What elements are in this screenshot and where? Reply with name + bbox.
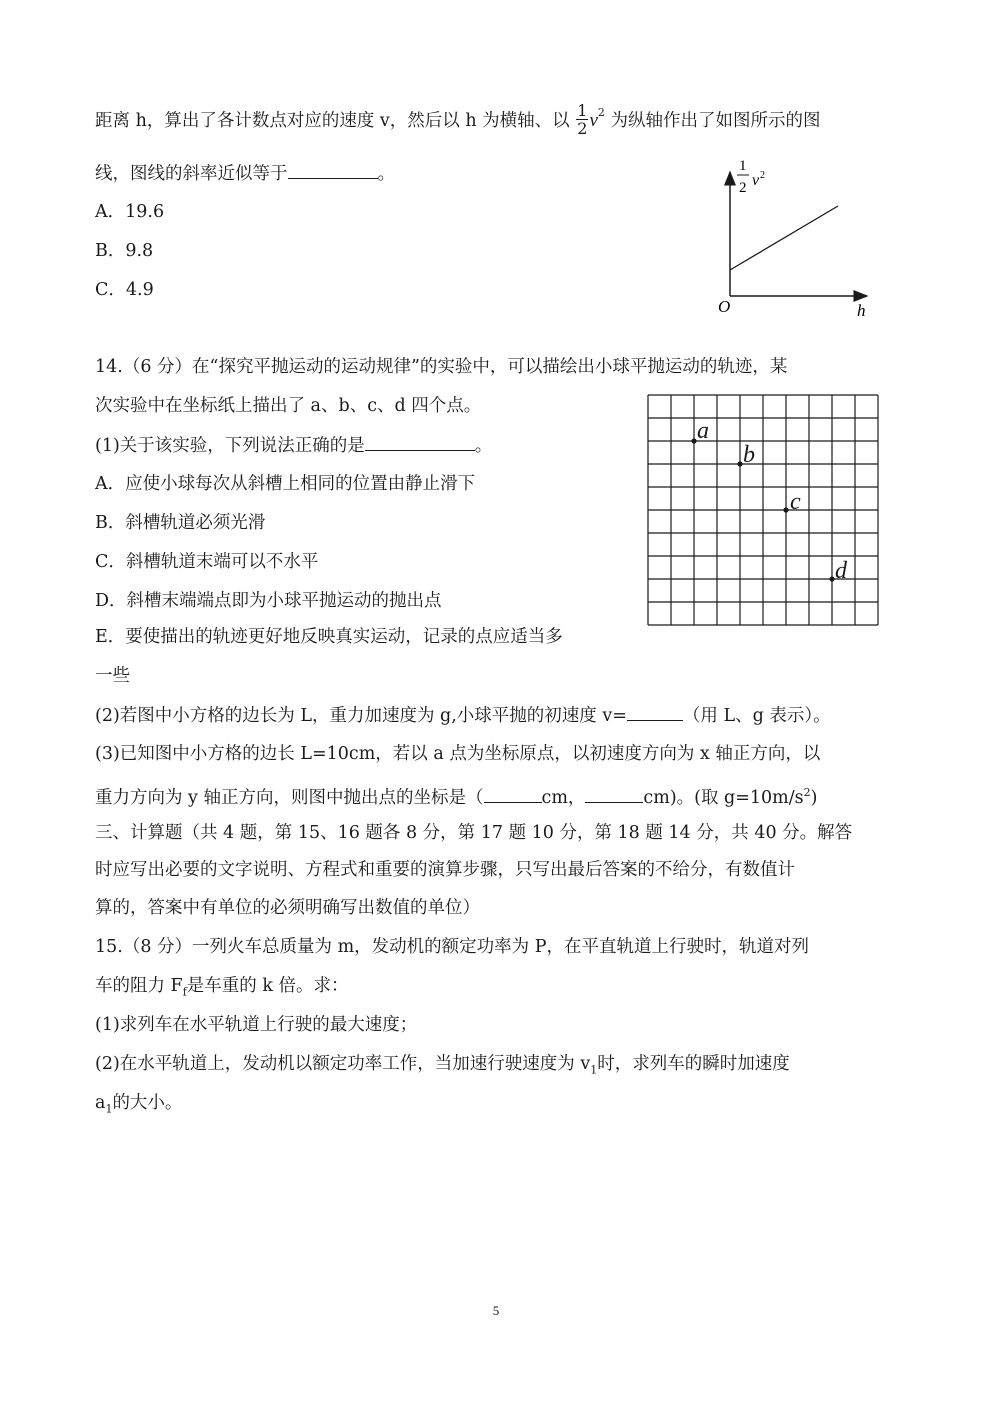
q15-line1: 15.（8 分）一列火车总质量为 m，发动机的额定功率为 P，在平直轨道上行驶时，轨道对列	[95, 937, 810, 957]
q14-option-c: C．斜槽轨道末端可以不水平	[95, 552, 319, 572]
answer-blank[interactable]	[365, 434, 475, 451]
page-number: 5	[492, 1303, 500, 1318]
section3-line1: 三、计算题（共 4 题，第 15、16 题各 8 分，第 17 题 10 分，第 18 题 14 分，共 40 分。解答	[95, 823, 853, 843]
point-a	[691, 438, 696, 443]
grid-lines	[648, 395, 878, 625]
y-sq: 2	[760, 170, 765, 181]
q14-part3-line1: (3)已知图中小方格的边长 L=10cm，若以 a 点为坐标原点，以初速度方向为 x 轴正方向，以	[95, 744, 821, 764]
q14-part2: (2)若图中小方格的边长为 L，重力加速度为 g,小球平抛的初速度 v= （用 L、g 表示）。	[95, 706, 831, 726]
q14-part3-line2: 重力方向为 y 轴正方向，则图中抛出点的坐标是（ cm， cm)。(取 $g=10m/s^2$)	[95, 786, 818, 808]
half-fraction: $\frac{1}{2}$	[577, 101, 588, 138]
label-c: c	[790, 489, 801, 515]
point-c	[783, 507, 788, 512]
q14-option-a: A．应使小球每次从斜槽上相同的位置由静止滑下	[95, 474, 476, 494]
point-d	[829, 576, 834, 581]
data-line	[730, 206, 838, 270]
q15-line2: 车的阻力 $F_f$是车重的 k 倍。求：	[95, 976, 349, 999]
q15-part1: (1)求列车在水平轨道上行驶的最大速度；	[95, 1015, 418, 1035]
point-b	[737, 461, 742, 466]
q14-option-e: E．要使描出的轨迹更好地反映真实运动，记录的点应适当多	[95, 627, 563, 647]
q14-line2: 次实验中在坐标纸上描出了 a、b、c、d 四个点。	[95, 396, 482, 416]
label-b: b	[743, 442, 755, 468]
y-frac-num: 1	[739, 158, 747, 174]
section3-line3: 算的，答案中有单位的必须明确写出数值的单位）	[95, 898, 480, 918]
label-d: d	[835, 558, 847, 584]
answer-blank[interactable]	[288, 162, 378, 179]
q14-option-e-cont: 一些	[95, 666, 130, 686]
x-label: h	[857, 301, 866, 320]
y-var: v	[752, 172, 760, 189]
q15-part2-line2: $a_1$的大小。	[95, 1093, 183, 1116]
q13-option-a: A．19.6	[95, 202, 165, 222]
answer-blank[interactable]	[627, 704, 683, 721]
origin-label: O	[718, 297, 731, 316]
q13-option-b: B．9.8	[95, 241, 154, 261]
q14-line1: 14.（6 分）在“探究平抛运动的运动规律”的实验中，可以描绘出小球平抛运动的轨迹，某	[95, 357, 788, 377]
q13-line1: 距离 h，算出了各计数点对应的速度 v，然后以 h 为横轴、以 $\frac{1}{2}$ $v^2$ 为纵轴作出了如图所示的图	[95, 101, 821, 138]
label-a: a	[697, 418, 709, 444]
q14-option-d: D．斜槽末端端点即为小球平抛运动的抛出点	[95, 591, 442, 611]
answer-blank-x[interactable]	[484, 786, 542, 803]
q13-option-c: C．4.9	[95, 280, 154, 300]
q14-part1: (1)关于该实验，下列说法正确的是 。	[95, 436, 493, 456]
section3-line2: 时应写出必要的文字说明、方程式和重要的演算步骤，只写出最后答案的不给分，有数值计	[95, 860, 795, 880]
q14-option-b: B．斜槽轨道必须光滑	[95, 513, 266, 533]
q15-part2: (2)在水平轨道上，发动机以额定功率工作，当加速行驶速度为 $v_1$时，求列车的瞬时加速度	[95, 1054, 790, 1077]
velocity-squared-graph	[700, 152, 880, 322]
trajectory-grid	[645, 393, 885, 633]
y-frac-den: 2	[739, 180, 747, 196]
q13-line2: 线，图线的斜率近似等于 。	[95, 164, 395, 184]
answer-blank-y[interactable]	[585, 786, 643, 803]
